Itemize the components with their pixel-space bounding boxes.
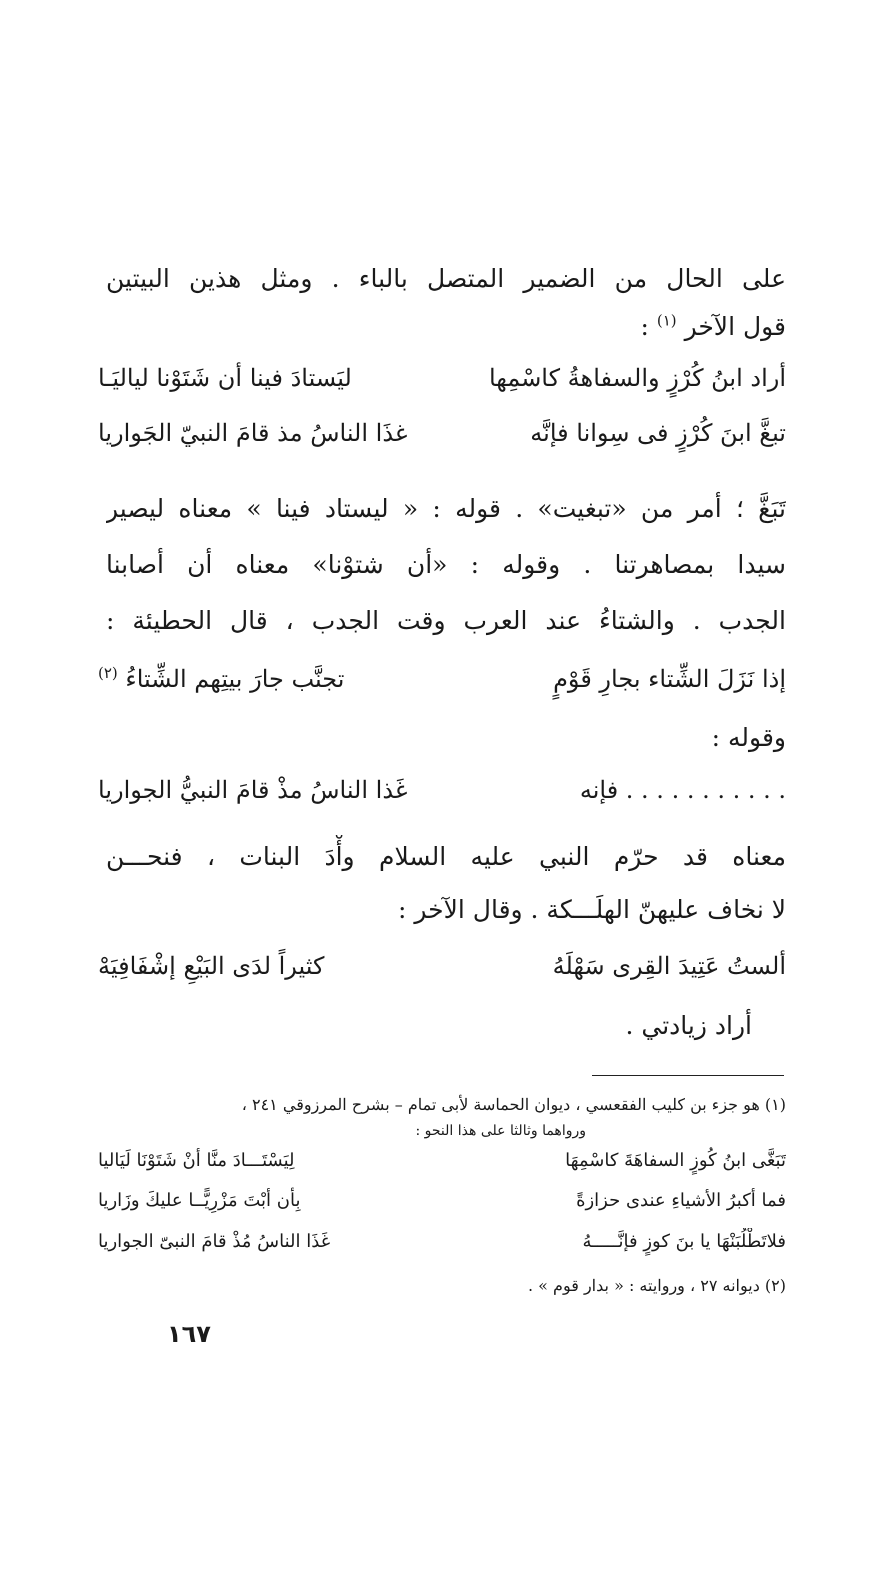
verse-line: إذا نَزَلَ الشِّتاء بجارِ قَوْمٍ تجنَّب جارَ بيتِهم الشِّتاءُ (٢)	[98, 657, 786, 705]
paragraph-line	[712, 716, 786, 764]
verse-second-hemistich: غذَا الناسُ مذ قامَ النبيّ الجَواريا	[98, 419, 408, 447]
paragraph-text: لا نخاف عليهنّ الهلَـــكة . وقال الآخر :	[398, 895, 786, 924]
footnote-text: (١) هو جزء بن كليب الفقعسي ، ديوان الحماسة لأبى تمام – بشرح المرزوقي ٢٤١ ،	[241, 1095, 786, 1114]
verse-line	[98, 768, 786, 816]
footnote-verse-line	[98, 1147, 786, 1179]
paragraph-line	[625, 1004, 752, 1052]
verse-second-hemistich: غَذَا الناسُ مُذْ قامَ النبىّ الجواريا	[98, 1231, 331, 1252]
verse-second-hemistich: غَذا الناسُ مذْ قامَ النبيُّ الجواريا	[98, 776, 408, 804]
paragraph-line	[398, 888, 786, 936]
footnote-text: ورواهما وثالثا على هذا النحو :	[415, 1123, 586, 1139]
footnote-verse-line	[98, 1228, 786, 1260]
paragraph-line	[640, 305, 786, 353]
paragraph-text: قول الآخر	[684, 312, 786, 341]
verse-second-hemistich: بِأن أبْتَ مَزْرِيًّــا عليكَ وزَاريا	[98, 1190, 301, 1211]
verse-line	[98, 411, 786, 459]
verse-second-hemistich: تجنَّب جارَ بيتِهم الشِّتاءُ	[125, 665, 345, 693]
verse-first-hemistich: . . . . . . . . . . . فإنه	[579, 776, 786, 804]
verse-line	[98, 356, 786, 404]
paragraph-text: وقوله :	[711, 723, 786, 752]
paragraph-text: تَبَغَّ ؛ أمر من «تبغيت» . قوله : « ليستاد فينا » معناه ليصير	[106, 494, 786, 523]
footnote-1-subline	[416, 1121, 587, 1143]
verse-first-hemistich: أراد ابنُ كُرْزٍ والسفاهةُ كاسْمِها	[488, 364, 786, 392]
verse-line	[98, 944, 786, 992]
verse-first-hemistich: فما أكبرُ الأشياءِ عندى حزازةً	[576, 1190, 786, 1211]
footnote-verse-line	[98, 1187, 786, 1219]
colon: :	[640, 312, 649, 341]
verse-first-hemistich: تبغَّ ابنَ كُرْزٍ فى سِوانا فإنَّه	[530, 419, 786, 447]
paragraph-text: معناه قد حرّم النبي عليه السلام وأْدَ البنات ، فنحـــن	[106, 842, 786, 871]
verse-first-hemistich: ألستُ عَتِيدَ القِرى سَهْلَهُ	[552, 952, 786, 980]
paragraph-line	[106, 543, 786, 591]
footnote-1	[242, 1093, 786, 1119]
verse-second-hemistich: كثيراً لدَى البَيْعِ إشْفَافِيَهْ	[98, 952, 325, 980]
page-number: ١٦٧	[167, 1320, 211, 1348]
footnote-marker: (١)	[656, 311, 677, 330]
verse-first-hemistich: فلاتَطْلُبَنْهَا يا بنَ كوزٍ فإنَّـــــهُ	[582, 1231, 786, 1252]
verse-first-hemistich: إذا نَزَلَ الشِّتاء بجارِ قَوْمٍ	[553, 665, 786, 693]
paragraph-line	[106, 257, 786, 305]
verse-first-hemistich: تَبَغَّى ابنُ كُوزٍ السفاهَةَ كاسْمِهَا	[565, 1150, 786, 1171]
paragraph-line	[106, 835, 786, 883]
footnote-separator	[592, 1075, 784, 1076]
verse-second-hemistich: لِيَسْتَـــادَ منَّا أنْ شَتَوْنَا لَيَاليا	[98, 1150, 295, 1171]
verse-second-hemistich: ليَستادَ فينا أن شَتَوْنا لياليَـا	[98, 364, 352, 392]
footnote-2	[528, 1274, 786, 1300]
paragraph-text: الجدب . والشتاءُ عند العرب وقت الجدب ، قال الحطيئة :	[106, 606, 786, 635]
paragraph-text: على الحال من الضمير المتصل بالباء . ومثل هذين البيتين	[106, 264, 786, 293]
paragraph-text: سيدا بمصاهرتنا . وقوله : «أن شتوْنا» معناه أن أصابنا	[106, 550, 786, 579]
paragraph-line	[106, 599, 786, 647]
footnote-text: (٢) ديوانه ٢٧ ، وروايته : « بدار قوم » .	[528, 1276, 786, 1295]
paragraph-text: أراد زيادتي .	[625, 1011, 752, 1040]
paragraph-line	[106, 487, 786, 535]
